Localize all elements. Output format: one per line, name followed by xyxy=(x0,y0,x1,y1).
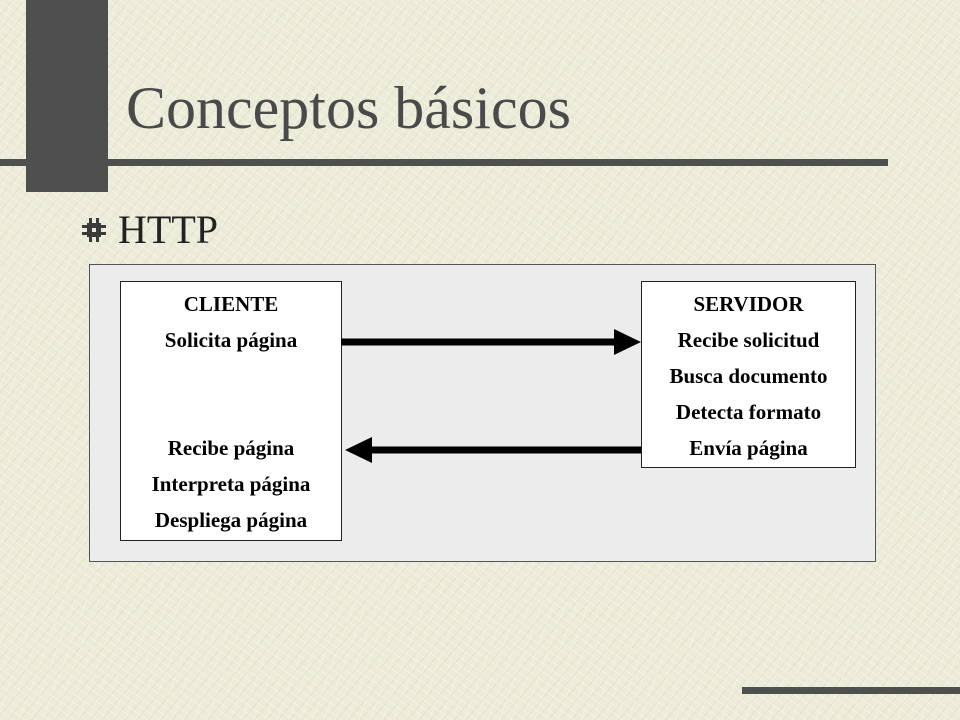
request-arrow xyxy=(341,329,641,355)
title-underline xyxy=(0,159,888,166)
client-request-line: Solicita página xyxy=(164,328,298,352)
client-receive-line: Recibe página xyxy=(167,436,295,460)
response-arrow xyxy=(345,437,641,463)
server-heading: SERVIDOR xyxy=(693,292,804,316)
server-detect-line: Detecta formato xyxy=(675,400,822,424)
diagram-arrows xyxy=(90,265,877,563)
server-send-line: Envía página xyxy=(689,436,808,460)
server-receive-line: Recibe solicitud xyxy=(677,328,820,352)
slide-title: Conceptos básicos xyxy=(126,75,571,141)
client-display-line: Despliega página xyxy=(154,508,308,532)
bullet-text: HTTP xyxy=(118,207,218,252)
http-diagram xyxy=(89,264,876,562)
client-interpret-line: Interpreta página xyxy=(151,472,311,496)
server-search-line: Busca documento xyxy=(669,364,828,388)
square-bullet-icon xyxy=(82,218,106,242)
decorative-corner-line xyxy=(742,687,960,694)
bullet-item xyxy=(82,207,218,252)
client-heading: CLIENTE xyxy=(183,292,279,316)
